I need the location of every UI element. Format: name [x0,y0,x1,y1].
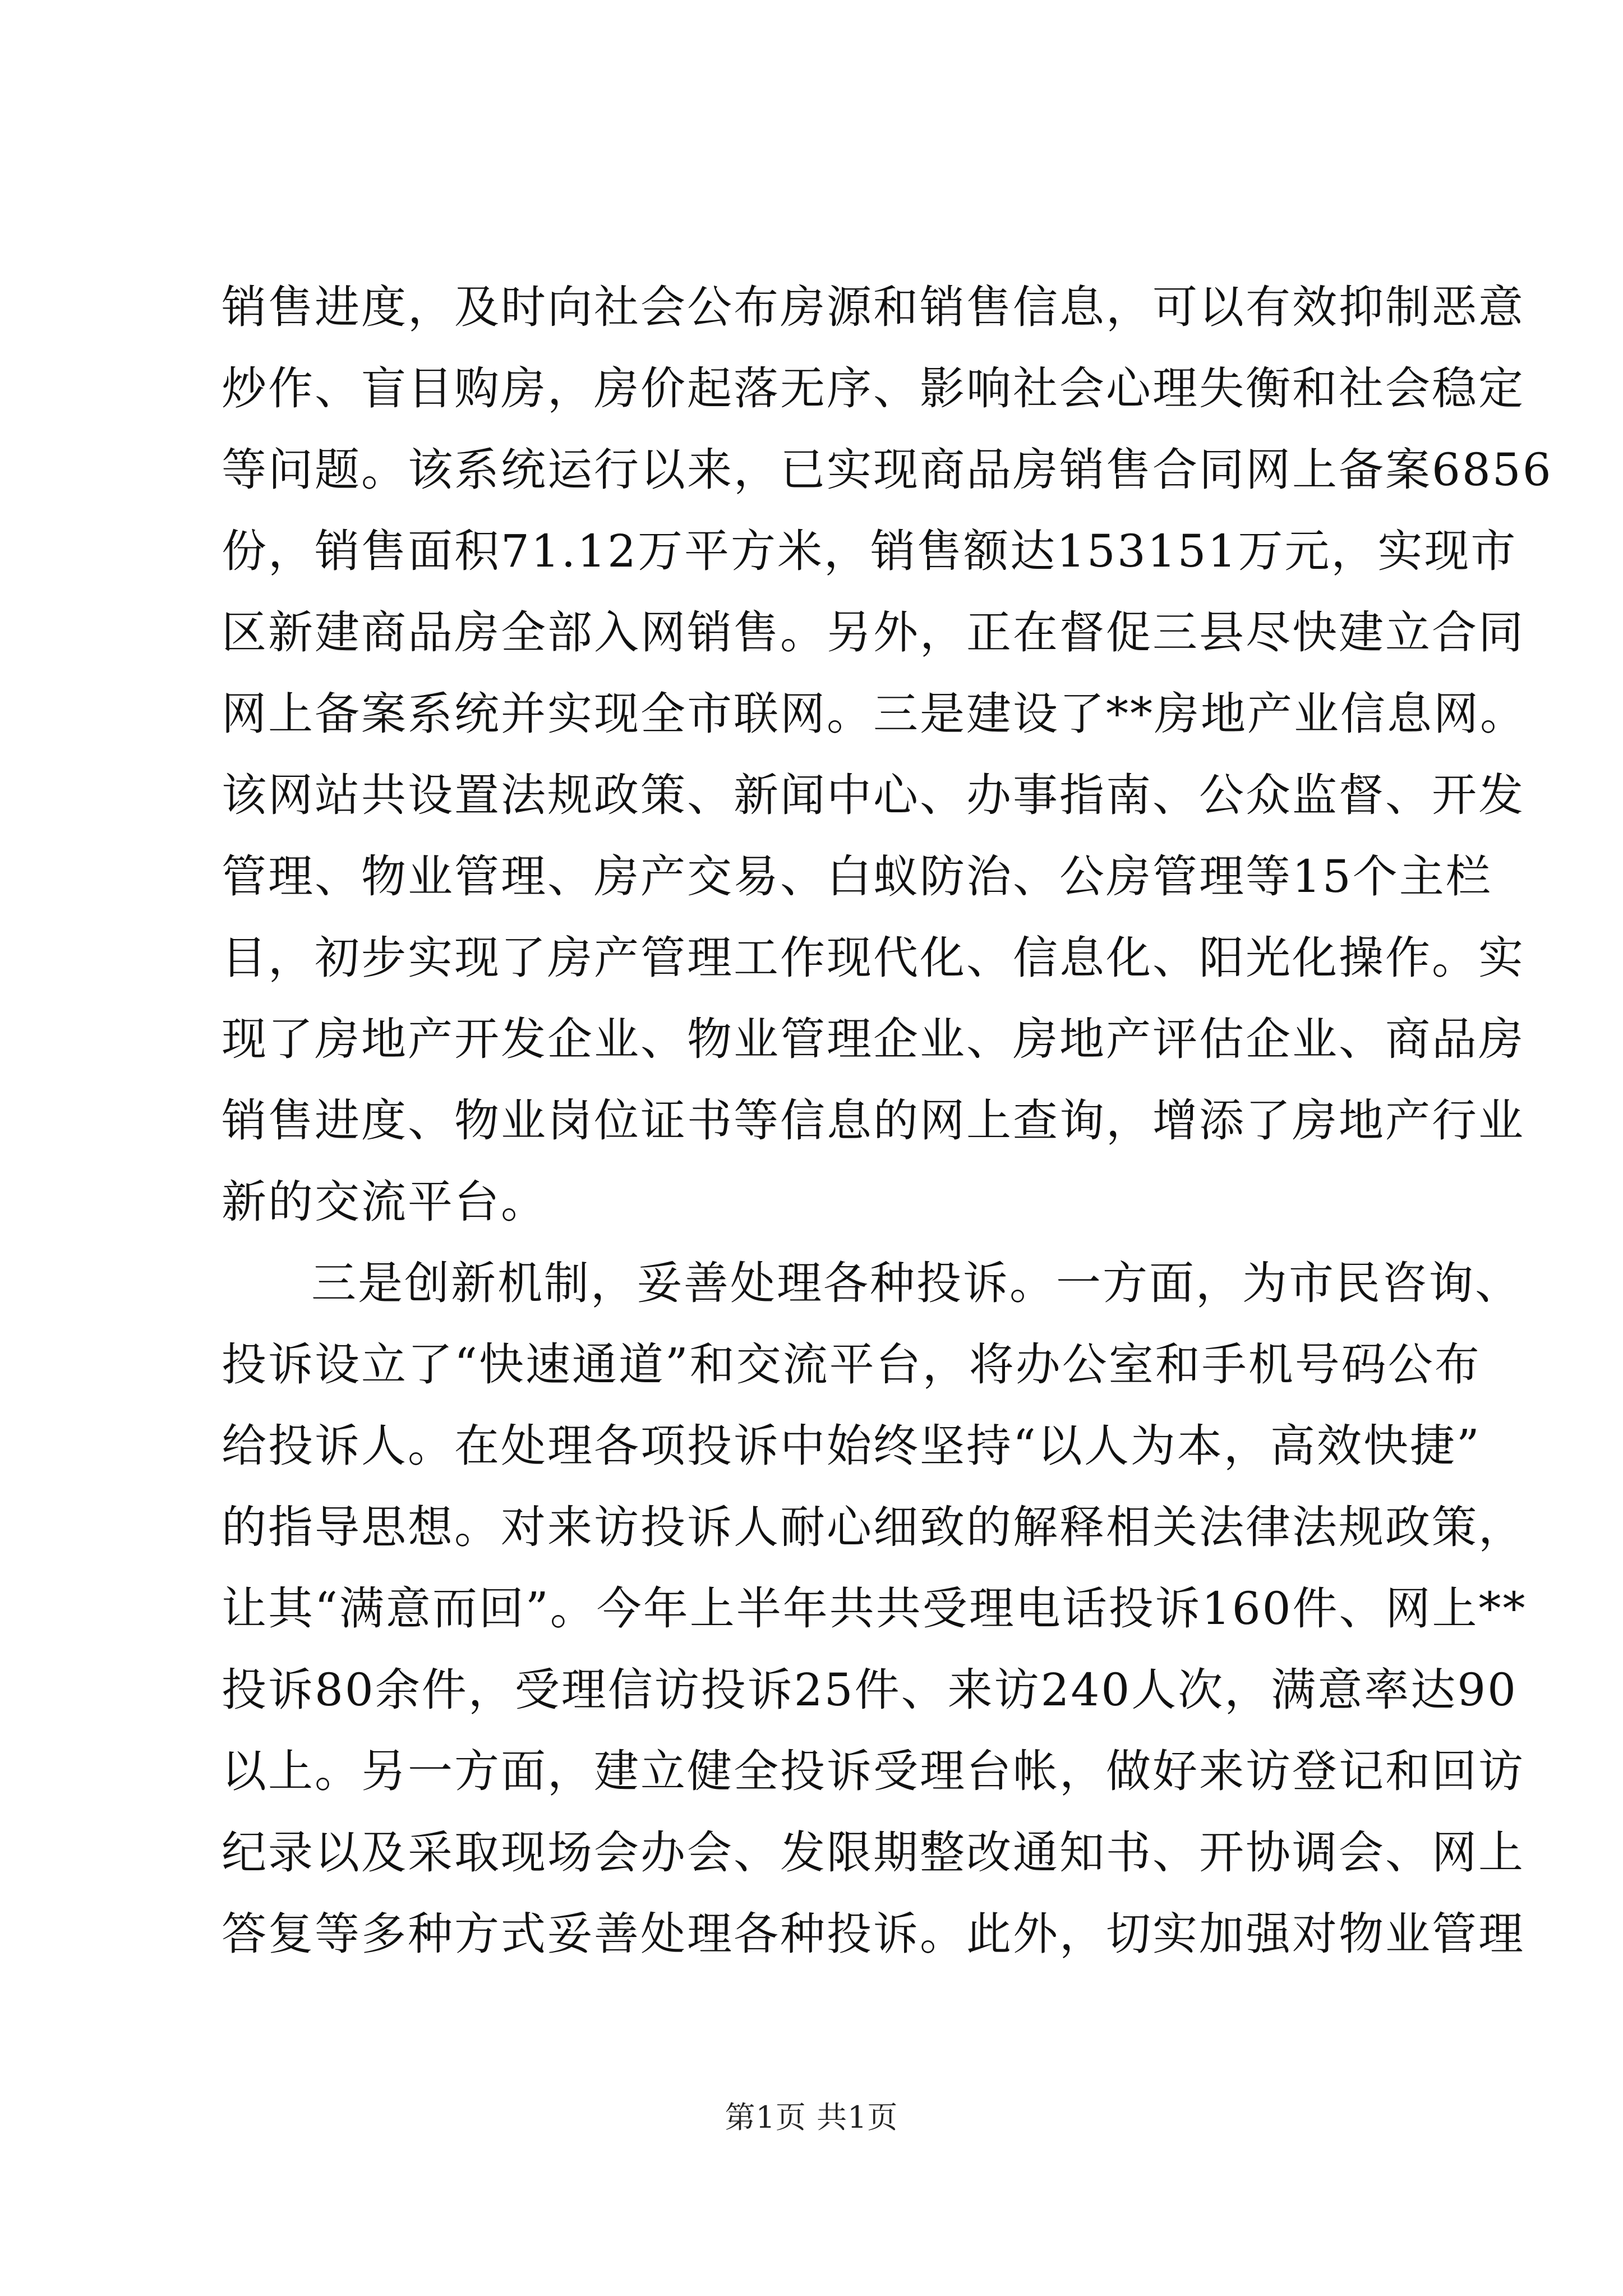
text-line: 等问题。该系统运行以来，已实现商品房销售合同网上备案6856 [222,444,1553,496]
text-line: 答复等多种方式妥善处理各种投诉。此外，切实加强对物业管理 [222,1908,1525,1960]
text-line: 区新建商品房全部入网销售。另外，正在督促三县尽快建立合同 [222,606,1525,659]
text-line: 销售进度、物业岗位证书等信息的网上查询，增添了房地产行业 [222,1094,1525,1147]
text-line: 现了房地产开发企业、物业管理企业、房地产评估企业、商品房 [222,1013,1525,1065]
text-line: 网上备案系统并实现全市联网。三是建设了**房地产业信息网。 [222,688,1527,740]
text-line: 纪录以及采取现场会办会、发限期整改通知书、开协调会、网上 [222,1826,1525,1879]
text-line: 份，销售面积71.12万平方米，销售额达153151万元，实现市 [222,525,1518,577]
text-line: 炒作、盲目购房，房价起落无序、影响社会心理失衡和社会稳定 [222,362,1525,415]
text-line: 投诉80余件，受理信访投诉25件、来访240人次，满意率达90 [222,1664,1518,1716]
document-body [222,266,1553,1975]
text-line: 的指导思想。对来访投诉人耐心细致的解释相关法律法规政策， [222,1501,1525,1553]
text-line: 销售进度，及时向社会公布房源和销售信息，可以有效抑制恶意 [222,281,1525,333]
text-line: 以上。另一方面，建立健全投诉受理台帐，做好来访登记和回访 [222,1745,1525,1797]
text-line: 让其“满意而回”。今年上半年共共受理电话投诉160件、网上** [222,1582,1527,1635]
text-line: 目，初步实现了房产管理工作现代化、信息化、阳光化操作。实 [222,932,1525,984]
text-line: 该网站共设置法规政策、新闻中心、办事指南、公众监督、开发 [222,769,1525,821]
paragraph-start-line: 三是创新机制，妥善处理各种投诉。一方面，为市民咨询、 [311,1257,1521,1309]
page-footer: 第1页 共1页 [725,2100,898,2135]
text-line: 管理、物业管理、房产交易、白蚁防治、公房管理等15个主栏 [222,850,1492,903]
text-line: 新的交流平台。 [222,1176,547,1228]
text-line: 投诉设立了“快速通道”和交流平台，将办公室和手机号码公布 [222,1338,1481,1391]
text-line: 给投诉人。在处理各项投诉中始终坚持“以人为本，高效快捷” [222,1420,1481,1472]
